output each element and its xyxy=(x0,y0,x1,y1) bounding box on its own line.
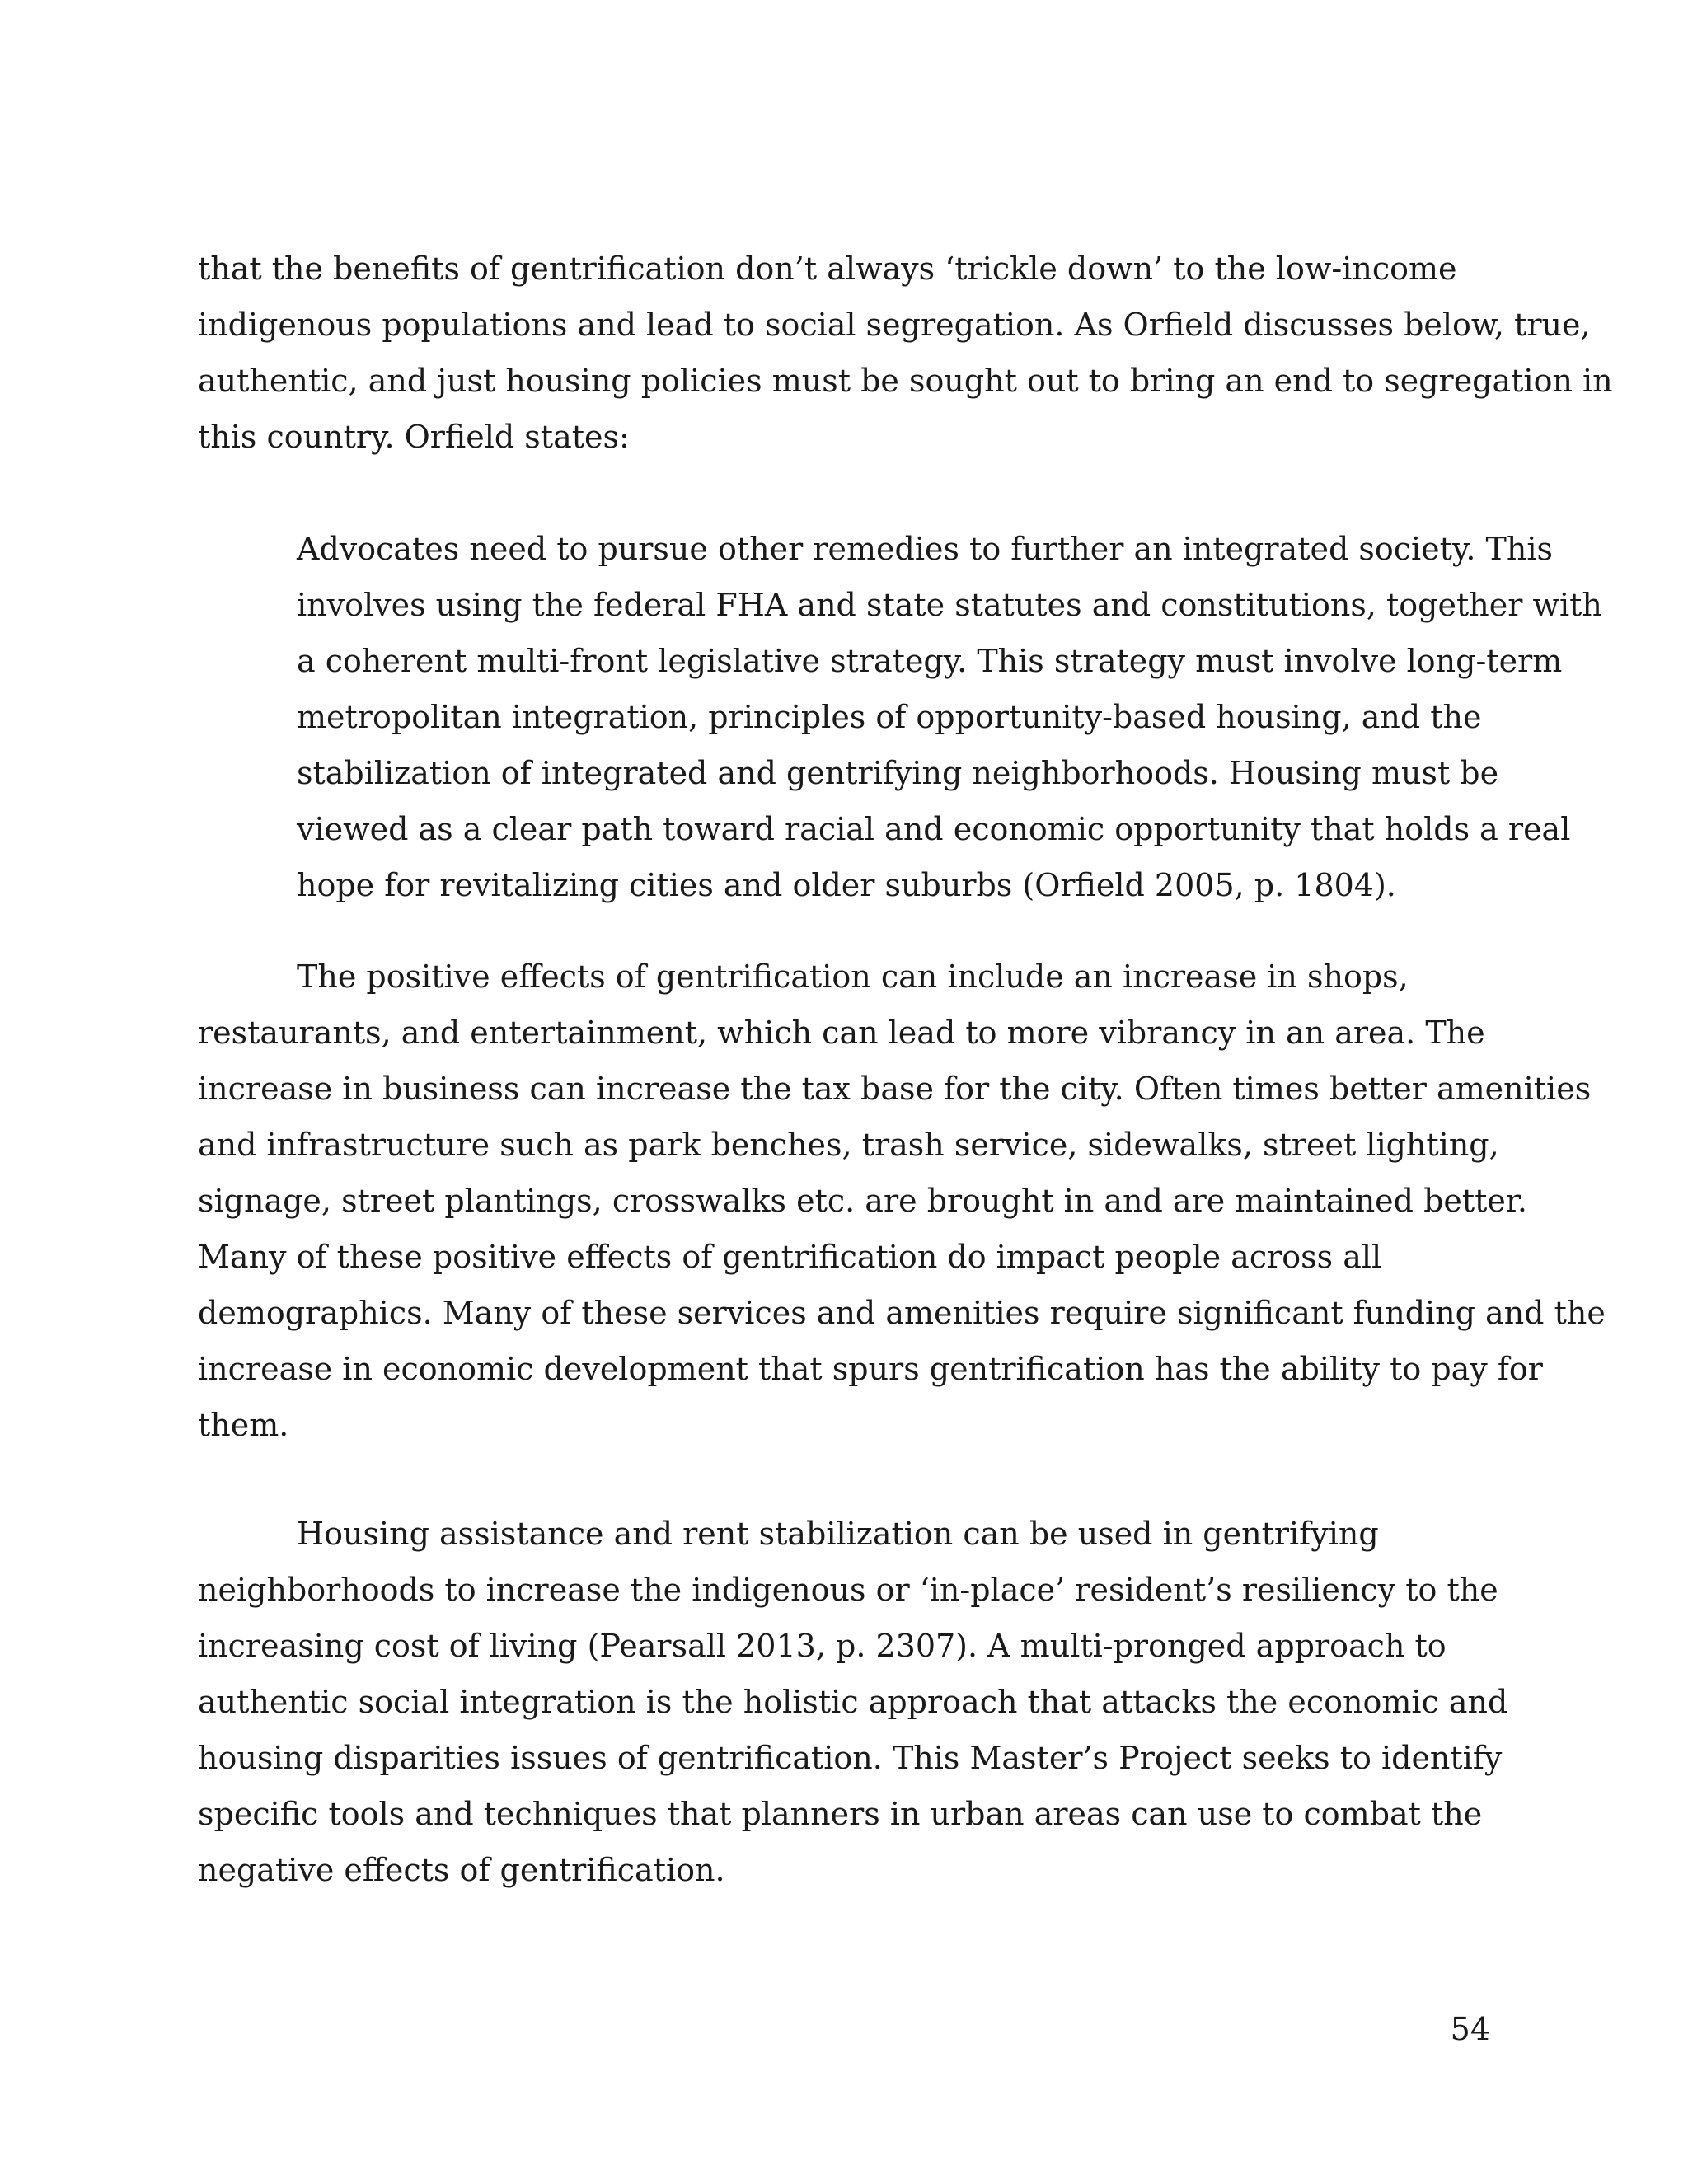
text-line: increase in economic development that spurs gentrification has the ability to pay for xyxy=(198,1351,1543,1387)
paragraph-housing-assistance xyxy=(198,1506,1508,1898)
text-line: Many of these positive effects of gentrification do impact people across all xyxy=(198,1239,1382,1275)
block-quote xyxy=(297,521,1602,913)
paragraph-continuation xyxy=(198,241,1613,465)
text-line: The positive effects of gentrification can include an increase in shops, xyxy=(297,958,1409,995)
quote-line: viewed as a clear path toward racial and economic opportunity that holds a real xyxy=(297,811,1571,847)
paragraph-positive-effects xyxy=(198,949,1606,1453)
text-line: housing disparities issues of gentrification. This Master’s Project seeks to identify xyxy=(198,1740,1503,1776)
text-line: increasing cost of living (Pearsall 2013, p. 2307). A multi-pronged approach to xyxy=(198,1628,1447,1664)
quote-line: hope for revitalizing cities and older suburbs (Orfield 2005, p. 1804). xyxy=(297,867,1396,903)
text-line: neighborhoods to increase the indigenous or ‘in-place’ resident’s resiliency to the xyxy=(198,1572,1498,1608)
text-line: and infrastructure such as park benches, trash service, sidewalks, street lighting, xyxy=(198,1127,1499,1163)
text-line: signage, street plantings, crosswalks etc. are brought in and are maintained better. xyxy=(198,1183,1527,1219)
text-line: demographics. Many of these services and amenities require significant funding and the xyxy=(198,1295,1606,1331)
quote-line: stabilization of integrated and gentrifying neighborhoods. Housing must be xyxy=(297,755,1499,791)
text-line: specific tools and techniques that planners in urban areas can use to combat the xyxy=(198,1796,1483,1832)
quote-line: metropolitan integration, principles of opportunity-based housing, and the xyxy=(297,699,1482,735)
text-line: negative effects of gentrification. xyxy=(198,1852,725,1888)
quote-line: a coherent multi-front legislative strategy. This strategy must involve long-term xyxy=(297,643,1563,679)
text-line: indigenous populations and lead to social segregation. As Orfield discusses below, true, xyxy=(198,307,1591,343)
text-line: them. xyxy=(198,1407,289,1443)
text-line: authentic, and just housing policies must be sought out to bring an end to segregation in xyxy=(198,363,1613,399)
text-line: that the benefits of gentrification don’t always ‘trickle down’ to the low-income xyxy=(198,251,1457,287)
text-line: this country. Orfield states: xyxy=(198,419,630,455)
text-line: increase in business can increase the tax base for the city. Often times better amenities xyxy=(198,1071,1592,1107)
text-line: Housing assistance and rent stabilization can be used in gentrifying xyxy=(297,1516,1379,1552)
text-line: authentic social integration is the holistic approach that attacks the economic and xyxy=(198,1684,1508,1720)
quote-line: involves using the federal FHA and state statutes and constitutions, together with xyxy=(297,587,1602,623)
text-line: restaurants, and entertainment, which can lead to more vibrancy in an area. The xyxy=(198,1015,1485,1051)
quote-line: Advocates need to pursue other remedies to further an integrated society. This xyxy=(297,531,1553,567)
page-number: 54 xyxy=(1450,2011,1490,2047)
